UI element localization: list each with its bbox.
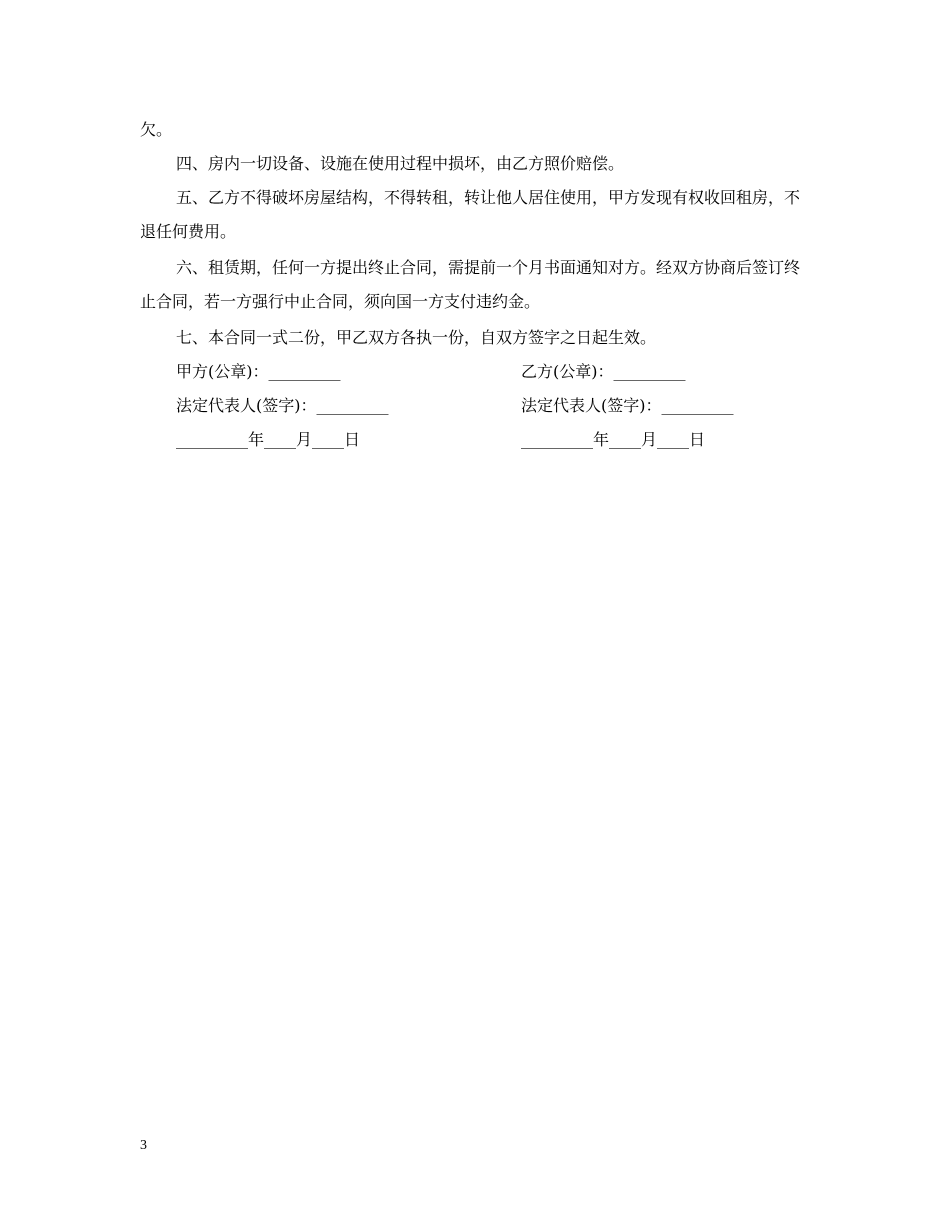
party-b-representative-line: 法定代表人(签字)：_________: [521, 396, 734, 415]
clause-six: 六、租赁期，任何一方提出终止合同，需提前一个月书面通知对方。经双方协商后签订终止合同，若一方强行中止合同，须向国一方支付违约金。: [140, 258, 801, 311]
clause-five: 五、乙方不得破坏房屋结构，不得转租，转让他人居住使用，甲方发现有权收回租房，不退任何费用。: [140, 188, 801, 241]
party-a-seal-line: 甲方(公章)：_________: [176, 362, 341, 381]
party-b-seal-line: 乙方(公章)：_________: [521, 362, 686, 381]
page-number: 3: [140, 1138, 147, 1153]
party-a-date-line: _________年____月____日: [176, 430, 361, 449]
signature-row-representative: [140, 389, 812, 423]
paragraph-continuation: 欠。: [140, 120, 173, 139]
clause-seven: 七、本合同一式二份，甲乙双方各执一份，自双方签字之日起生效。: [176, 328, 657, 347]
signature-row-seal: [140, 355, 812, 389]
party-a-representative-line: 法定代表人(签字)：_________: [176, 396, 389, 415]
party-b-date-line: _________年____月____日: [521, 430, 706, 449]
clause-four: 四、房内一切设备、设施在使用过程中损坏，由乙方照价赔偿。: [176, 154, 625, 173]
signature-row-date: [140, 423, 812, 457]
